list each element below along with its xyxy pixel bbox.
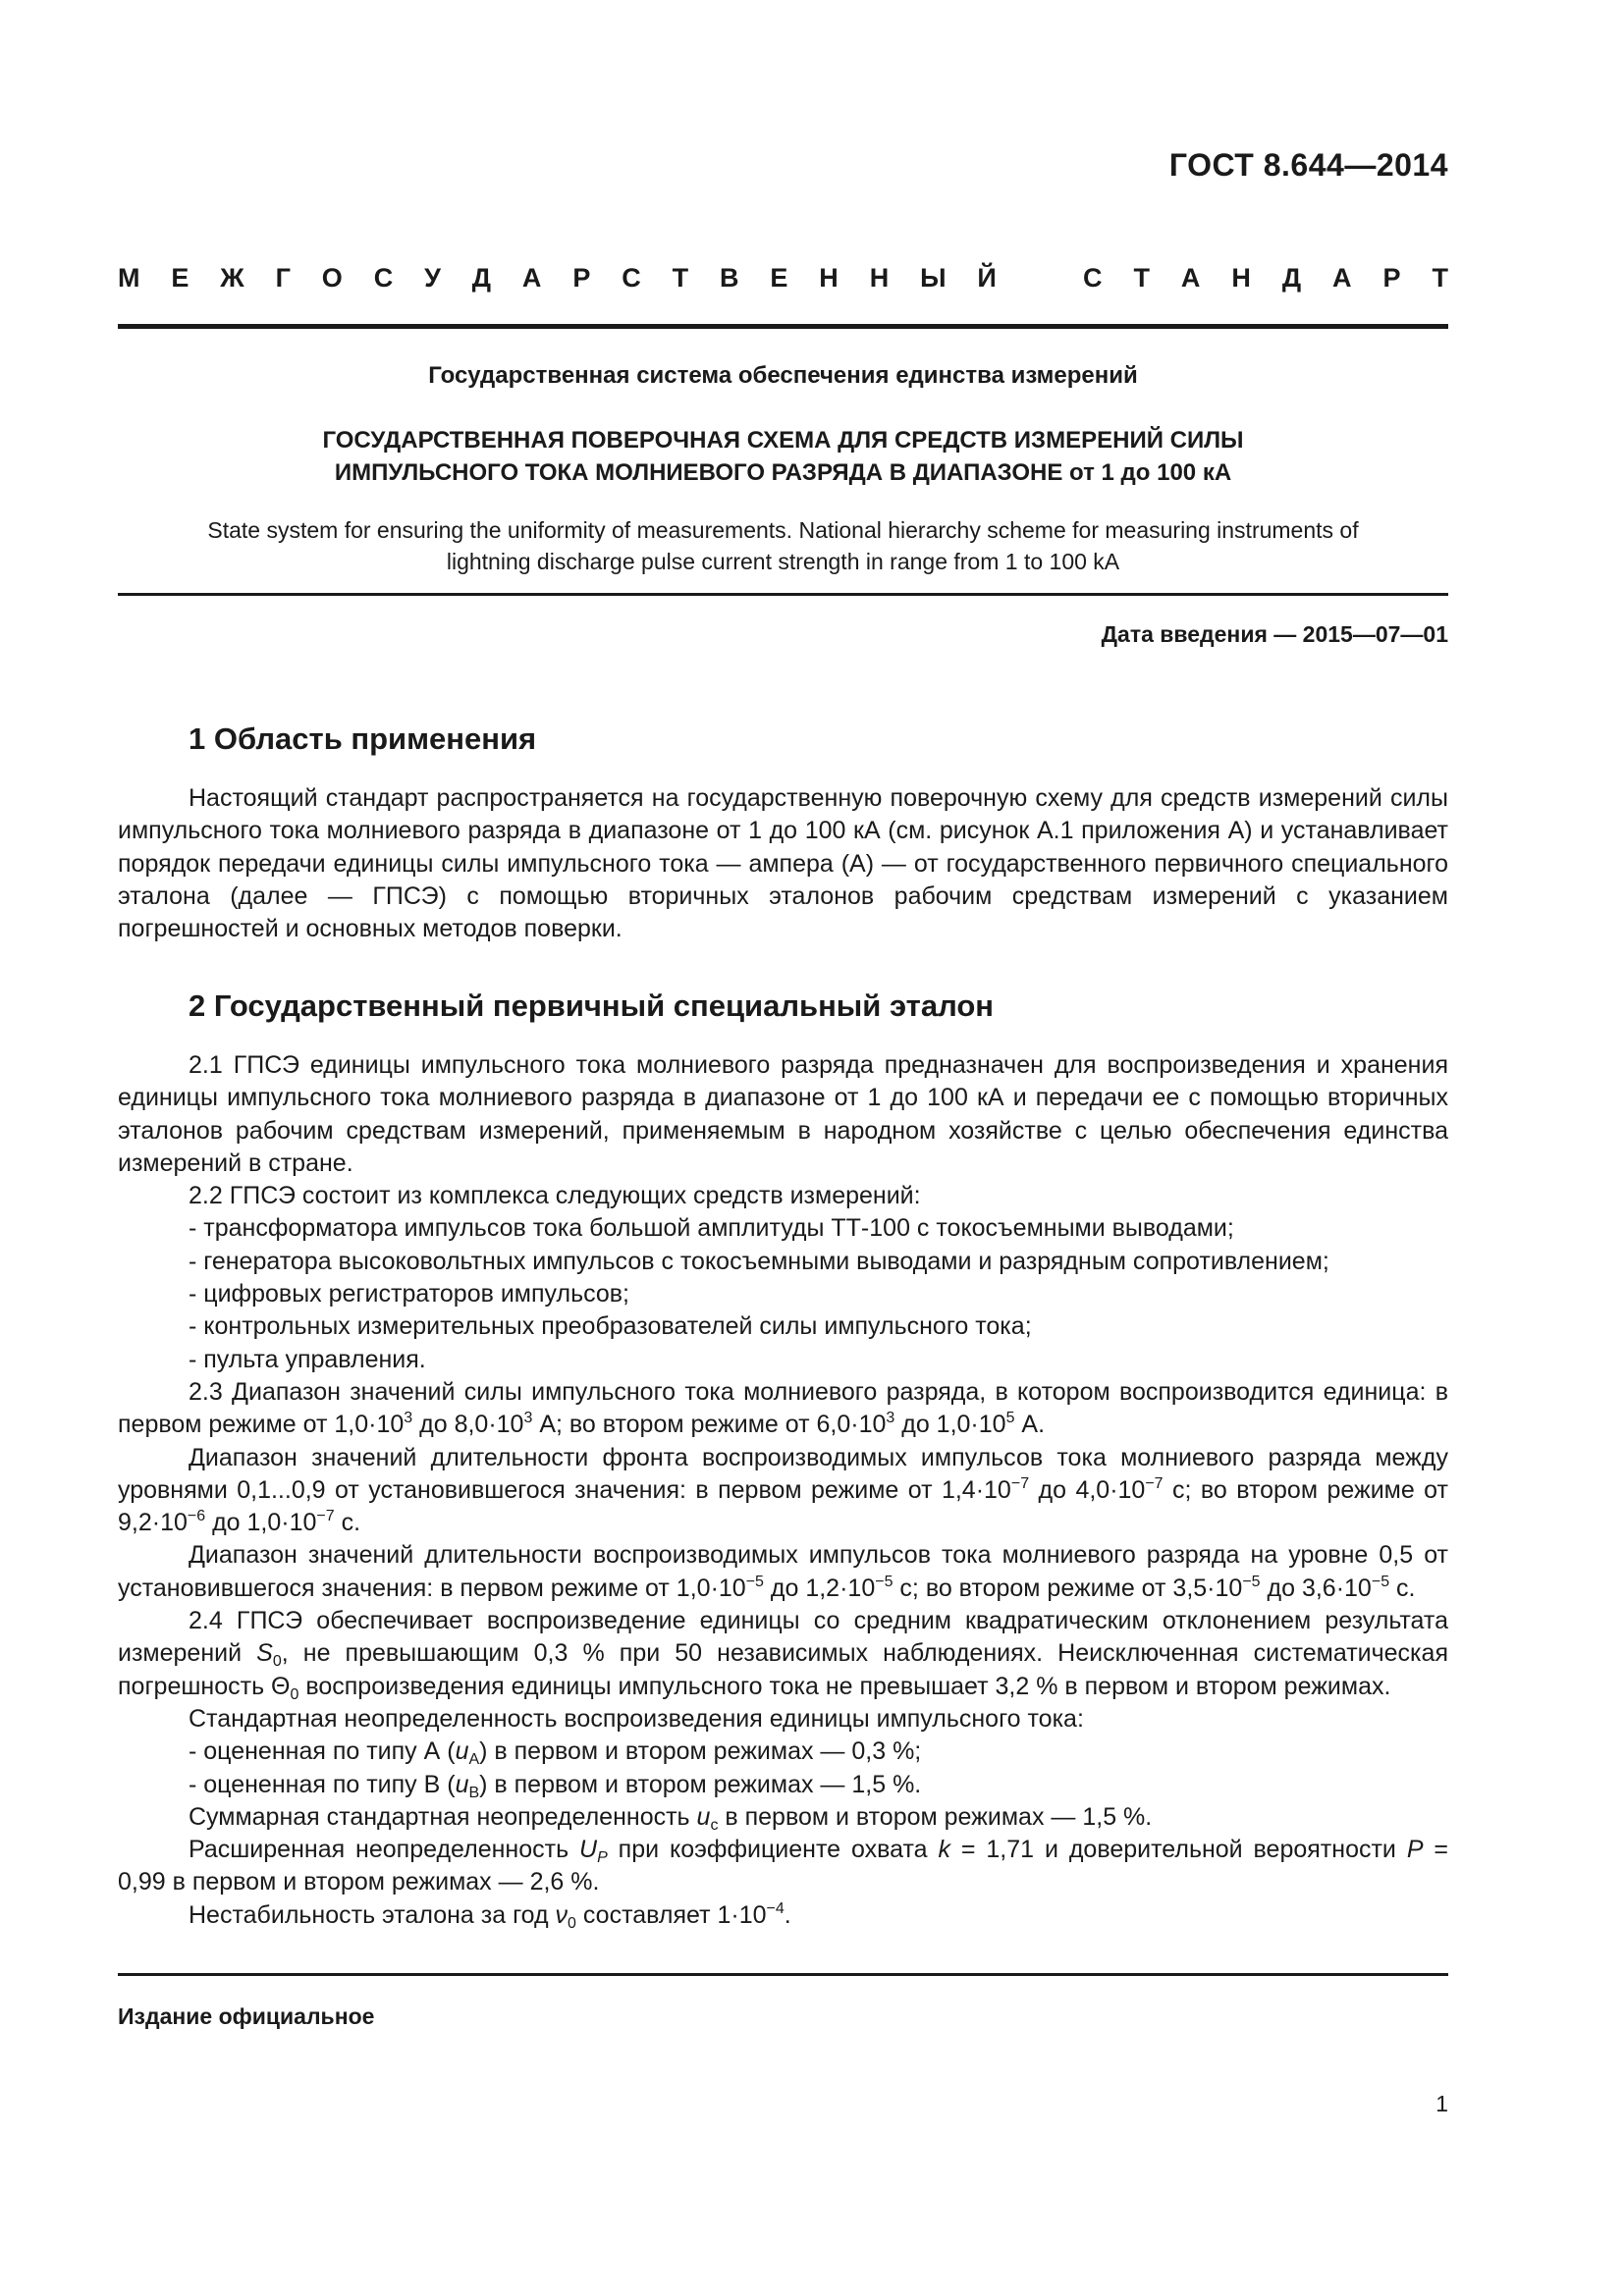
paragraph-2-1: 2.1 ГПСЭ единицы импульсного тока молниевого разряда предназначен для воспроизведения и хранения единицы импульсного тока молниевого разряда в диапазоне от 1 до 100 кА и передачи ее с помощью вторичных эталонов рабочим средствам измерений, применяемым в народном хозяйстве с целью обеспечения единства измерений в стране. [118,1051,1448,1177]
document-title [118,424,1448,489]
paragraph-uncertainty: Стандартная неопределенность воспроизведения единицы импульсного тока: [189,1704,1084,1733]
banner-word-standard: С Т А Н Д А Р Т [1083,263,1448,293]
paragraph-2-2: 2.2 ГПСЭ состоит из комплекса следующих средств измерений: [189,1182,921,1210]
list-item: - трансформатора импульсов тока большой амплитуды ТТ-100 с токосъемными выводами; [189,1214,1234,1243]
section-2-body [118,1049,1448,1932]
english-title [118,514,1448,577]
banner-rule [118,324,1448,329]
paragraph-combined-uncertainty: Суммарная стандартная неопределенность $u_c$ в первом и втором режимах — 1,5 %. [189,1802,1153,1834]
title-line-1: ГОСУДАРСТВЕННАЯ ПОВЕРОЧНАЯ СХЕМА ДЛЯ СРЕДСТВ ИЗМЕРЕНИЙ СИЛЫ [322,427,1244,454]
official-edition-label: Издание официальное [118,2003,375,2029]
paragraph-2-3: 2.3 Диапазон значений силы импульсного тока молниевого разряда, в котором воспроизводится единица: в первом режиме от $1,0\cdot 10^3$ до $8,0\cdot 10^3$ А; во втором режиме от $6,0\cdot 10^3$ до $1,0\cdot 10^5$ А. [118,1377,1448,1439]
standard-banner [118,263,1448,294]
paragraph-2-4: 2.4 ГПСЭ обеспечивает воспроизведение единицы со средним квадратическим отклонением результата измерений $S_0$, не превышающим 0,3 % при 50 независимых наблюдениях. Неисключенная систематическая погрешность $\Theta_0$ воспроизведения единицы импульсного тока не превышает 3,2 % в первом и втором режимах. [118,1607,1448,1703]
english-title-line-1: State system for ensuring the uniformity of measurements. National hierarchy scheme for measuring instruments of [207,517,1359,543]
section-1-paragraph: Настоящий стандарт распространяется на государственную поверочную схему для средств измерений силы импульсного тока молниевого разряда в диапазоне от 1 до 100 кА (см. рисунок А.1 приложения А) и устанавливает порядок передачи единицы силы импульсного тока — ампера (А) — от государственного первичного специального эталона (далее — ГПСЭ) с помощью вторичных эталонов рабочим средствам измерений с указанием погрешностей и основных методов поверки. [118,784,1448,943]
title-line-2: ИМПУЛЬСНОГО ТОКА МОЛНИЕВОГО РАЗРЯДА В ДИАПАЗОНЕ от 1 до 100 кА [334,459,1232,486]
title-rule [118,593,1448,596]
list-item: - цифровых регистраторов импульсов; [189,1280,629,1308]
paragraph-instability: Нестабильность эталона за год $\nu_0$ составляет $1\cdot 10^{-4}$. [189,1899,791,1932]
page-number: 1 [1435,2091,1448,2116]
paragraph-front-duration: Диапазон значений длительности фронта воспроизводимых импульсов тока молниевого разряда между уровнями 0,1...0,9 от установившегося значения: в первом режиме от $1,4\cdot 10^{-7}$ до $4,0\cdot 10^{-7}$ с; во втором режиме от $9,2\cdot 10^{-6}$ до $1,0\cdot 10^{-7}$ с. [118,1443,1448,1537]
footer-rule [118,1973,1448,1976]
list-item: - контрольных измерительных преобразователей силы импульсного тока; [189,1312,1032,1341]
english-title-line-2: lightning discharge pulse current strength in range from 1 to 100 kA [446,549,1120,574]
paragraph-pulse-duration: Диапазон значений длительности воспроизводимых импульсов тока молниевого разряда на уровне 0,5 от установившегося значения: в первом режиме от $1,0\cdot 10^{-5}$ до $1,2\cdot 10^{-5}$ с; во втором режиме от $3,5\cdot 10^{-5}$ до $3,6\cdot 10^{-5}$ с. [118,1541,1448,1602]
effective-date: Дата введения — 2015—07—01 [1101,621,1448,647]
section-2-heading: 2 Государственный первичный специальный эталон [189,988,995,1023]
section-1-heading: 1 Область применения [189,721,537,756]
standard-code: ГОСТ 8.644—2014 [1168,147,1448,183]
list-item: - генератора высоковольтных импульсов с токосъемными выводами и разрядным сопротивлением; [189,1247,1329,1275]
banner-word-interstate: М Е Ж Г О С У Д А Р С Т В Е Н Н Ы Й [118,263,997,293]
list-item-type-b: - оцененная по типу В $(u_B)$ в первом и втором режимах — 1,5 %. [189,1770,922,1801]
section-1-body [118,782,1448,945]
document-subtitle: Государственная система обеспечения единства измерений [428,362,1138,389]
list-item: - пульта управления. [189,1345,426,1373]
list-item-type-a: - оцененная по типу А $(u_A)$ в первом и втором режимах — 0,3 %; [189,1737,922,1769]
paragraph-expanded-uncertainty: Расширенная неопределенность $U_P$ при коэффициенте охвата k = 1,71 и доверительной вероятности P = 0,99 в первом и втором режимах — 2,6 %. [118,1836,1449,1896]
